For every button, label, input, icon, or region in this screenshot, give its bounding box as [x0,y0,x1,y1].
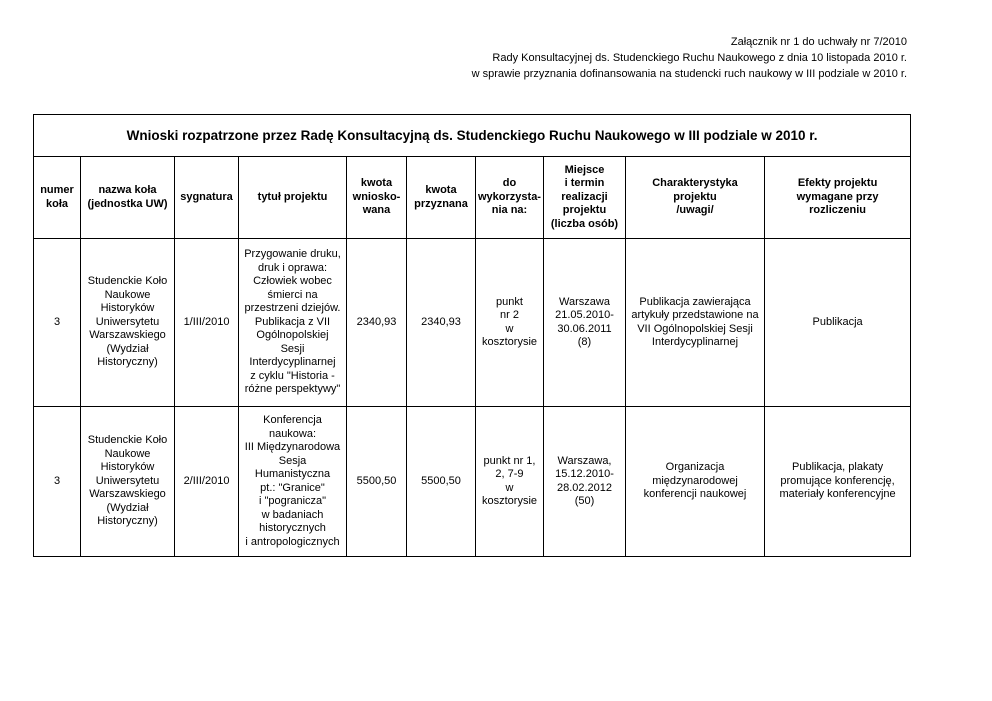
cell-kwota-wnioskowana: 2340,93 [347,239,407,407]
council-line: Rady Konsultacyjnej ds. Studenckiego Ruchu Naukowego z dnia 10 listopada 2010 r. [492,52,907,64]
header-efekty: Efekty projektu wymagane przy rozliczeniu [765,157,911,239]
table-title: Wnioski rozpatrzone przez Radę Konsultacyjną ds. Studenckiego Ruchu Naukowego w III podziale w 2010 r. [34,115,911,157]
applications-table [33,114,911,557]
header-numer: numer koła [34,157,81,239]
cell-tytul: Konferencja naukowa: III Międzynarodowa Sesja Humanistyczna pt.: "Granice" i "pogranicza" w badaniach historycznych i antropologicznych [239,407,347,557]
column-headers [34,157,911,239]
cell-efekty: Publikacja, plakaty promujące konferencję, materiały konferencyjne [765,407,911,557]
cell-kwota-przyznana: 5500,50 [407,407,476,557]
cell-charakterystyka: Organizacja międzynarodowej konferencji naukowej [626,407,765,557]
cell-do-wykorzystania: punkt nr 1, 2, 7-9 w kosztorysie [476,407,544,557]
cell-nazwa: Studenckie Koło Naukowe Historyków Uniwersytetu Warszawskiego (Wydział Historyczny) [81,407,175,557]
header-miejsce: Miejsce i termin realizacji projektu (liczba osób) [544,157,626,239]
document-header [472,34,907,82]
header-sygnatura: sygnatura [175,157,239,239]
cell-miejsce: Warszawa, 15.12.2010- 28.02.2012 (50) [544,407,626,557]
header-nazwa: nazwa koła (jednostka UW) [81,157,175,239]
subject-line: w sprawie przyznania dofinansowania na studencki ruch naukowy w III podziale w 2010 r. [471,68,907,80]
cell-sygnatura: 1/III/2010 [175,239,239,407]
attachment-line: Załącznik nr 1 do uchwały nr 7/2010 [730,36,907,48]
cell-nazwa: Studenckie Koło Naukowe Historyków Uniwersytetu Warszawskiego (Wydział Historyczny) [81,239,175,407]
table-row [34,239,911,407]
header-kwota-wnioskowana: kwota wniosko- wana [347,157,407,239]
header-kwota-przyznana: kwota przyznana [407,157,476,239]
cell-numer: 3 [34,407,81,557]
cell-do-wykorzystania: punkt nr 2 w kosztorysie [476,239,544,407]
cell-sygnatura: 2/III/2010 [175,407,239,557]
header-tytul: tytuł projektu [239,157,347,239]
cell-tytul: Przygowanie druku, druk i oprawa: Człowiek wobec śmierci na przestrzeni dziejów. Publikacja z VII Ogólnopolskiej Sesji Interdycyplinarnej z cyklu "Historia - różne perspektywy" [239,239,347,407]
cell-miejsce: Warszawa 21.05.2010- 30.06.2011 (8) [544,239,626,407]
table-row [34,407,911,557]
cell-charakterystyka: Publikacja zawierająca artykuły przedstawione na VII Ogólnopolskiej Sesji Interdycyplinarnej [626,239,765,407]
cell-efekty: Publikacja [765,239,911,407]
cell-kwota-przyznana: 2340,93 [407,239,476,407]
header-charakterystyka: Charakterystyka projektu /uwagi/ [626,157,765,239]
cell-kwota-wnioskowana: 5500,50 [347,407,407,557]
cell-numer: 3 [34,239,81,407]
header-do-wykorzystania: do wykorzysta- nia na: [476,157,544,239]
